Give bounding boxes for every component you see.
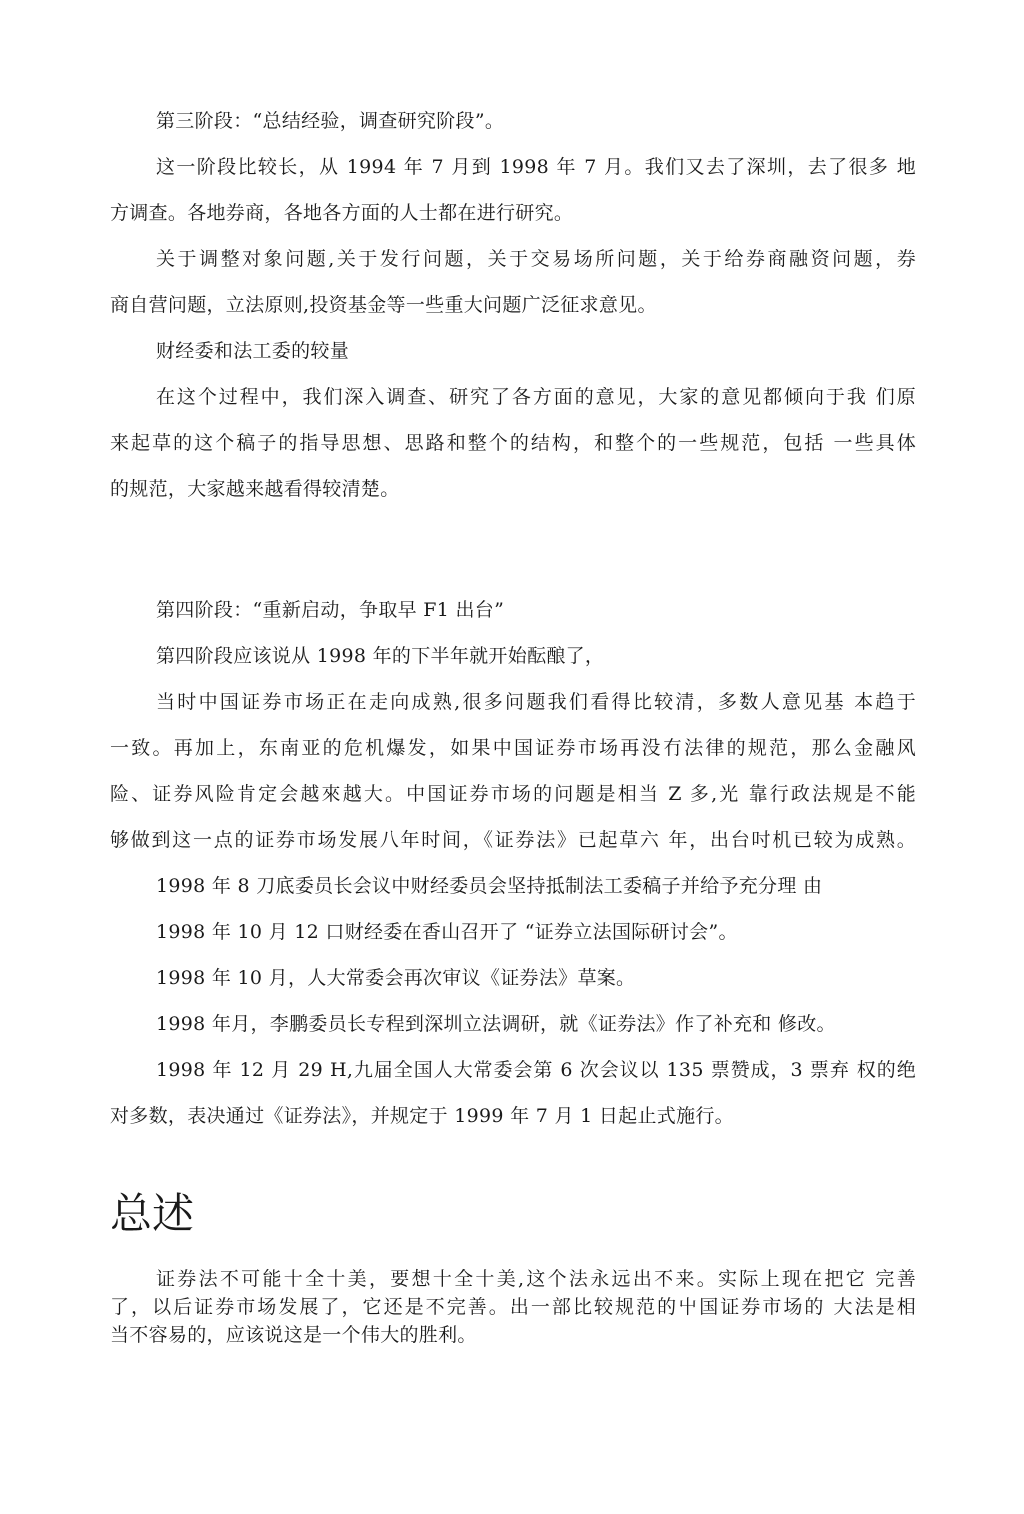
paragraph-line: 了，以后证券市场发展了，它还是不完善。出一部比较规范的屮国证券市场的 大法是相	[110, 1296, 916, 1318]
paragraph-line: 这一阶段比较长，从 1994 年 7 月到 1998 年 7 月。我们又去了深圳，去了很多 地	[156, 156, 916, 178]
paragraph-line: 的规范，大家越来越看得较清楚。	[110, 478, 400, 500]
paragraph-line: 当时中国证券市场正在走向成熟,很多问题我们看得比较清，多数人意见基 本趋于	[156, 691, 916, 713]
paragraph-line: 来起草的这个稿子的指导思想、思路和整个的结构，和整个的一些规范，包括 一些具体	[110, 432, 916, 454]
stage3-subheading: 财经委和法工委的较量	[156, 340, 350, 362]
stage4-title: 第四阶段：“重新启动，争取早 F1 出台”	[156, 599, 505, 621]
paragraph-line: 1998 年月，李鹏委员长专程到深圳立法调研，就《证券法》作了补充和 修改。	[156, 1013, 836, 1035]
summary-block	[110, 1265, 916, 1349]
paragraph-line: 够做到这一点的证券市场发展八年时间，《证券法》已起草六 年，出台吋机已较为成熟。	[110, 829, 916, 851]
paragraph-line: 对多数，表决通过《证券法》，并规定于 1999 年 7 月 1 日起止式施行。	[110, 1105, 734, 1127]
stage3-title: 第三阶段：“总结经验，调查研究阶段”。	[156, 110, 505, 132]
paragraph-line: 一致。再加上，东南亚的危机爆发，如果中国证券市场再没冇法律的规范，那么金融风	[110, 737, 916, 759]
paragraph-line: 当不容易的，应该说这是一个伟大的胜利。	[110, 1324, 477, 1346]
paragraph-line: 商自营问题，立法原则,投资基金等一些重大问题广泛征求意见。	[110, 294, 657, 316]
summary-heading: 总述	[110, 1189, 195, 1238]
paragraph-line: 1998 年 12 月 29 H,九届全国人大常委会第 6 次会议以 135 票赞成，3 票弃 权的绝	[156, 1059, 916, 1081]
paragraph-line: 在这个过程中，我们深入调查、研究了各方面的意见，大家的意见都倾向于我 们原	[156, 386, 916, 408]
paragraph-line: 关于调整对象问题,关于发行问题，关于交易场所问题，关于给券商融资问题，券	[156, 248, 916, 270]
stage4-block	[110, 587, 916, 1139]
paragraph-line: 第四阶段应该说从 1998 年的下半年就开始酝酿了，	[156, 645, 605, 667]
paragraph-line: 1998 年 10 月，人大常委会再次审议《证券法》草案。	[156, 967, 636, 989]
paragraph-line: 证券法不可能十全十美，要想十全十美,这个法永远出不来。实际上现在把它 完善	[156, 1268, 916, 1290]
paragraph-line: 1998 年 10 月 12 口财经委在香山召开了 “证券立法国际研讨会”。	[156, 921, 738, 943]
paragraph-line: 险、证券风险肯定会越來越大。中国证券市场的问题是相当 Z 多,光 靠行政法规是不能	[110, 783, 916, 805]
stage3-block	[110, 98, 916, 512]
paragraph-line: 1998 年 8 刀底委员长会议中财经委员会坚持抵制法工委稿子并给予充分理 由	[156, 875, 823, 897]
paragraph-line: 方调查。各地券商，各地各方面的人士都在进行研究。	[110, 202, 574, 224]
